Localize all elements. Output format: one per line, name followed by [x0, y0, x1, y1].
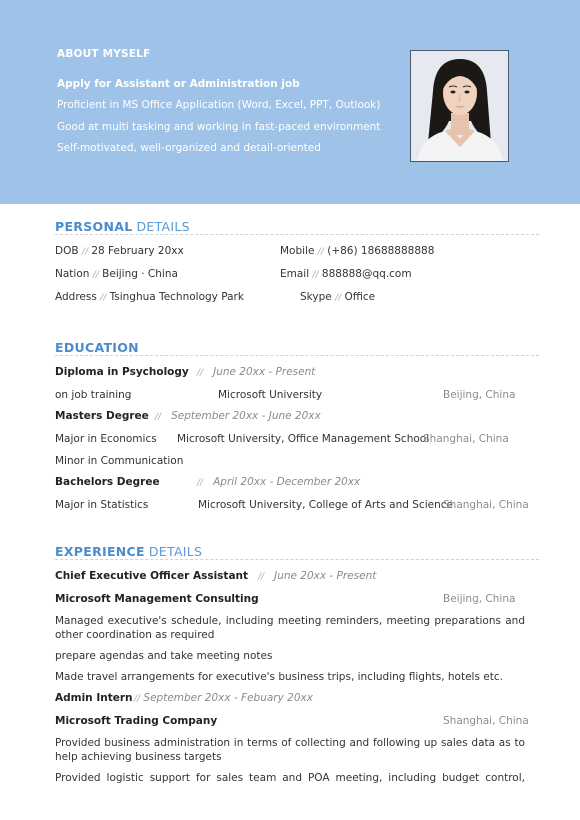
job-1-bullet-1: Managed executive's schedule, including meeting reminders, meeting preparations and other coordination as required [55, 615, 525, 641]
skype-row: Skype // Office [300, 291, 376, 303]
edu-2-date: // September 20xx - June 20xx [155, 410, 321, 422]
mobile-row: Mobile // (+86) 18688888888 [280, 245, 435, 257]
personal-heading: PERSONAL DETAILS [55, 219, 190, 234]
about-line-1: Apply for Assistant or Administration job [57, 78, 300, 90]
job-1-date: // June 20xx - Present [258, 570, 377, 582]
edu-1-field: on job training [55, 389, 132, 401]
experience-divider [55, 559, 539, 560]
edu-1-title: Diploma in Psychology [55, 366, 189, 378]
edu-3-title: Bachelors Degree [55, 476, 160, 488]
email-row: Email // 888888@qq.com [280, 268, 412, 280]
dob-row: DOB // 28 February 20xx [55, 245, 184, 257]
edu-1-date: // June 20xx - Present [197, 366, 316, 378]
edu-2-field: Major in Economics [55, 433, 157, 445]
experience-heading: EXPERIENCE DETAILS [55, 544, 203, 559]
edu-3-field: Major in Statistics [55, 499, 149, 511]
job-1-place: Beijing, China [443, 593, 516, 605]
personal-divider [55, 234, 539, 235]
about-line-4: Self-motivated, well-organized and detail-oriented [57, 142, 321, 154]
edu-3-date: // April 20xx - December 20xx [197, 476, 361, 488]
edu-1-school: Microsoft University [218, 389, 323, 401]
about-line-2: Proficient in MS Office Application (Word, Excel, PPT, Outlook) [57, 99, 381, 111]
edu-2-place: Shanghai, China [423, 433, 509, 445]
job-1-company: Microsoft Management Consulting [55, 593, 259, 605]
about-line-3: Good at multi tasking and working in fast-paced environment [57, 121, 381, 133]
education-heading: EDUCATION [55, 340, 139, 355]
education-divider [55, 355, 539, 356]
edu-3-school: Microsoft University, College of Arts and Science [198, 499, 453, 511]
edu-2-extra: Minor in Communication [55, 455, 184, 467]
nation-row: Nation // Beijing · China [55, 268, 178, 280]
profile-photo [410, 50, 509, 162]
job-2-title: Admin Intern [55, 692, 133, 704]
job-1-bullet-3: Made travel arrangements for executive's business trips, including flights, hotels etc. [55, 671, 503, 683]
address-row: Address // Tsinghua Technology Park [55, 291, 244, 303]
edu-3-place: Shanghai, China [443, 499, 529, 511]
edu-2-school: Microsoft University, Office Management School [177, 433, 430, 445]
job-1-bullet-2: prepare agendas and take meeting notes [55, 650, 273, 662]
edu-1-place: Beijing, China [443, 389, 516, 401]
job-2-company: Microsoft Trading Company [55, 715, 218, 727]
job-2-bullet-1: Provided business administration in terms of collecting and following up sales data as to help achieving business targets [55, 737, 525, 763]
job-2-place: Shanghai, China [443, 715, 529, 727]
edu-2-title: Masters Degree [55, 410, 149, 422]
job-1-title: Chief Executive Officer Assistant [55, 570, 249, 582]
job-2-bullet-2: Provided logistic support for sales team and POA meeting, including budget control, [55, 772, 525, 784]
about-header [0, 0, 580, 204]
job-2-date: // September 20xx - Febuary 20xx [134, 692, 313, 704]
about-title: ABOUT MYSELF [57, 48, 151, 60]
